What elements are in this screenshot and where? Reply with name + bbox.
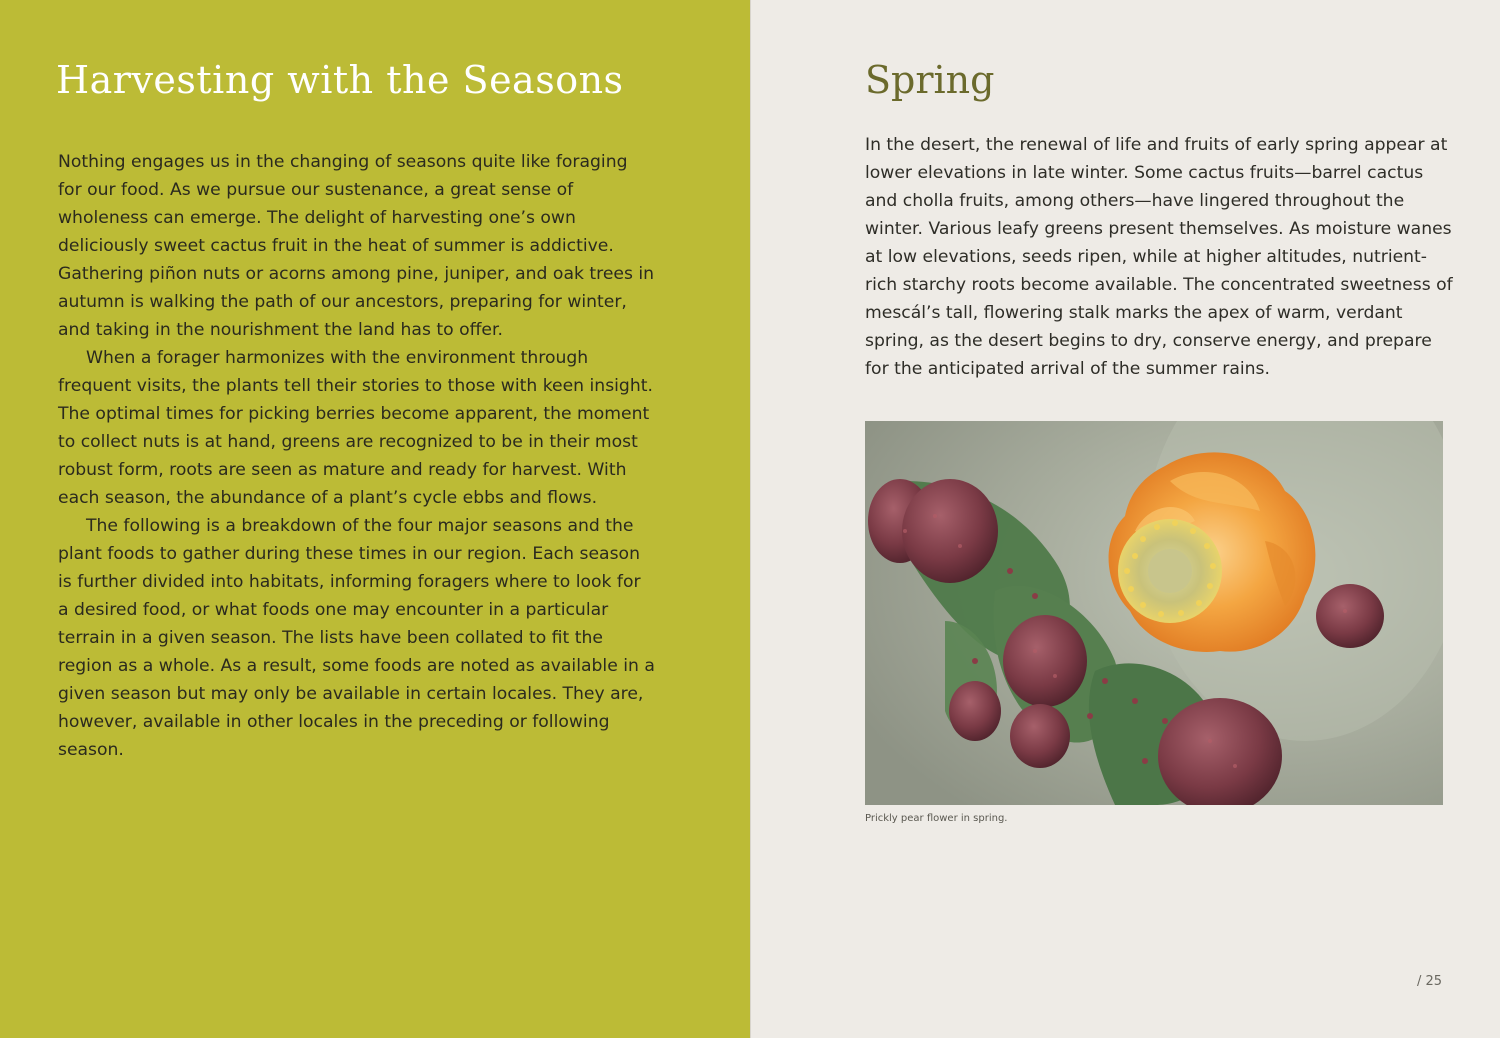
left-page-body	[58, 148, 656, 764]
photo-caption: Prickly pear flower in spring.	[865, 813, 1008, 824]
prickly-pear-photo	[865, 421, 1443, 805]
right-page-body: In the desert, the renewal of life and fruits of early spring appear at lower elevations in late winter. Some cactus fruits—barrel cactus and cholla fruits, among others—have lingered throughout the winter. Various leafy greens present themselves. As moisture wanes at low elevations, seeds ripen, while at higher altitudes, nutrient-rich starchy roots become available. The concentrated sweetness of mescál’s tall, flowering stalk marks the apex of warm, verdant spring, as the desert begins to dry, conserve energy, and prepare for the anticipated arrival of the summer rains.	[865, 135, 1453, 379]
left-page-title: Harvesting with the Seasons	[56, 58, 624, 102]
left-paragraph-2: When a forager harmonizes with the environment through frequent visits, the plants tell their stories to those with keen insight. The optimal times for picking berries become apparent, the moment to collect nuts is at hand, greens are recognized to be in their most robust form, roots are seen as mature and ready for harvest. With each season, the abundance of a plant’s cycle ebbs and flows.	[58, 348, 653, 508]
right-page-title: Spring	[865, 58, 995, 102]
left-paragraph-1: Nothing engages us in the changing of seasons quite like foraging for our food. As we pursue our sustenance, a great sense of wholeness can emerge. The delight of harvesting one’s own deliciously sweet cactus fruit in the heat of summer is addictive. Gathering piñon nuts or acorns among pine, juniper, and oak trees in autumn is walking the path of our ancestors, preparing for winter, and taking in the nourishment the land has to offer.	[58, 152, 655, 340]
left-paragraph-3: The following is a breakdown of the four major seasons and the plant foods to gather during these times in our region. Each season is further divided into habitats, informing foragers where to look for a desired food, or what foods one may encounter in a particular terrain in a given season. The lists have been collated to fit the region as a whole. As a result, some foods are noted as available in a given season but may only be available in certain locales. They are, however, available in other locales in the preceding or following season.	[58, 516, 655, 760]
page-number: / 25	[1416, 974, 1442, 989]
